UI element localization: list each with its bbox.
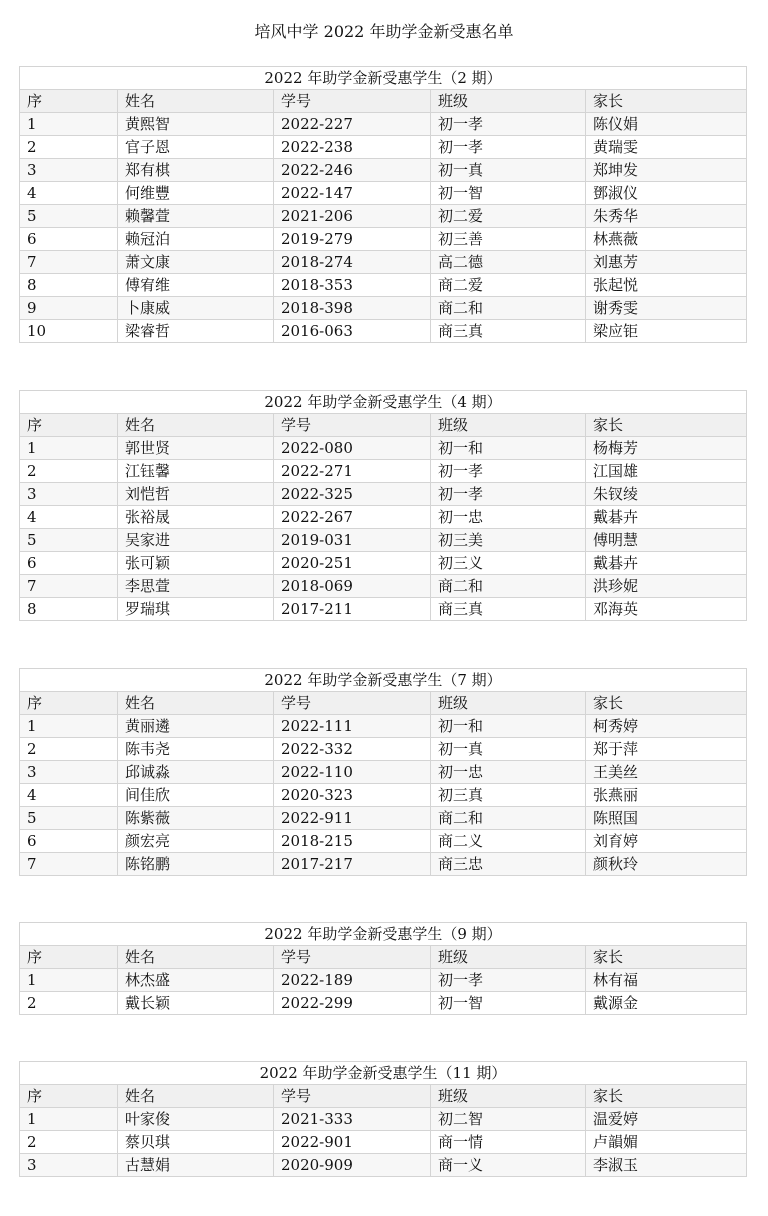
table-cell: 2021-206 xyxy=(274,205,431,228)
table-cell: 初一和 xyxy=(431,437,586,460)
table-cell: 2017-211 xyxy=(274,598,431,621)
table-cell: 梁睿哲 xyxy=(118,320,274,343)
table-cell: 4 xyxy=(20,784,118,807)
table-cell: 萧文康 xyxy=(118,251,274,274)
table-cell: 戴碁卉 xyxy=(586,552,747,575)
table-cell: 张裕晟 xyxy=(118,506,274,529)
table-cell: 高二德 xyxy=(431,251,586,274)
table-cell: 郑于萍 xyxy=(586,738,747,761)
table-row xyxy=(20,529,747,552)
column-header: 学号 xyxy=(274,946,431,969)
table-cell: 邱诚淼 xyxy=(118,761,274,784)
table-row xyxy=(20,992,747,1015)
table-cell: 3 xyxy=(20,483,118,506)
table-header-row xyxy=(20,946,747,969)
column-header: 学号 xyxy=(274,1085,431,1108)
table-cell: 戴碁卉 xyxy=(586,506,747,529)
roster-table xyxy=(19,922,747,1015)
table-cell: 叶家俊 xyxy=(118,1108,274,1131)
table-cell: 初三美 xyxy=(431,529,586,552)
table-cell: 商二和 xyxy=(431,297,586,320)
table-cell: 洪珍妮 xyxy=(586,575,747,598)
table-cell: 2018-274 xyxy=(274,251,431,274)
table-cell: 初二爱 xyxy=(431,205,586,228)
table-cell: 陈照国 xyxy=(586,807,747,830)
table-row xyxy=(20,251,747,274)
column-header: 序 xyxy=(20,946,118,969)
table-cell: 刘惠芳 xyxy=(586,251,747,274)
table-cell: 2018-069 xyxy=(274,575,431,598)
table-cell: 黄熙智 xyxy=(118,113,274,136)
table-cell: 郑坤发 xyxy=(586,159,747,182)
table-row xyxy=(20,274,747,297)
table-cell: 李思萱 xyxy=(118,575,274,598)
table-cell: 2022-299 xyxy=(274,992,431,1015)
table-cell: 9 xyxy=(20,297,118,320)
table-row xyxy=(20,113,747,136)
table-cell: 7 xyxy=(20,853,118,876)
table-row xyxy=(20,320,747,343)
table-caption: 2022 年助学金新受惠学生（11 期） xyxy=(20,1062,747,1085)
table-cell: 初一孝 xyxy=(431,113,586,136)
table-cell: 赖馨萱 xyxy=(118,205,274,228)
table-cell: 2022-911 xyxy=(274,807,431,830)
column-header: 家长 xyxy=(586,946,747,969)
table-caption: 2022 年助学金新受惠学生（2 期） xyxy=(20,67,747,90)
table-row xyxy=(20,483,747,506)
table-cell: 初三善 xyxy=(431,228,586,251)
table-cell: 5 xyxy=(20,205,118,228)
table-cell: 3 xyxy=(20,159,118,182)
column-header: 家长 xyxy=(586,692,747,715)
table-cell: 2 xyxy=(20,136,118,159)
table-cell: 蔡贝琪 xyxy=(118,1131,274,1154)
table-cell: 2022-325 xyxy=(274,483,431,506)
table-cell: 何维豐 xyxy=(118,182,274,205)
table-cell: 2022-332 xyxy=(274,738,431,761)
table-cell: 杨梅芳 xyxy=(586,437,747,460)
table-cell: 商三真 xyxy=(431,598,586,621)
table-cell: 2018-353 xyxy=(274,274,431,297)
table-cell: 2019-279 xyxy=(274,228,431,251)
table-cell: 商二爱 xyxy=(431,274,586,297)
table-row xyxy=(20,853,747,876)
table-cell: 2019-031 xyxy=(274,529,431,552)
table-cell: 初一孝 xyxy=(431,483,586,506)
table-cell: 邓海英 xyxy=(586,598,747,621)
roster-table xyxy=(19,1061,747,1177)
table-cell: 朱钗绫 xyxy=(586,483,747,506)
table-cell: 1 xyxy=(20,113,118,136)
table-cell: 卢韻媚 xyxy=(586,1131,747,1154)
table-cell: 商三忠 xyxy=(431,853,586,876)
table-cell: 郭世贤 xyxy=(118,437,274,460)
document-title: 培风中学 2022 年助学金新受惠名单 xyxy=(254,22,514,41)
table-cell: 商二和 xyxy=(431,807,586,830)
table-cell: 鄧淑仪 xyxy=(586,182,747,205)
table-caption: 2022 年助学金新受惠学生（9 期） xyxy=(20,923,747,946)
table-cell: 陈紫薇 xyxy=(118,807,274,830)
column-header: 家长 xyxy=(586,414,747,437)
column-header: 姓名 xyxy=(118,692,274,715)
table-cell: 初一和 xyxy=(431,715,586,738)
table-header-row xyxy=(20,692,747,715)
table-cell: 江钰馨 xyxy=(118,460,274,483)
table-cell: 2 xyxy=(20,460,118,483)
table-cell: 2020-909 xyxy=(274,1154,431,1177)
table-cell: 温爱婷 xyxy=(586,1108,747,1131)
table-row xyxy=(20,830,747,853)
column-header: 姓名 xyxy=(118,1085,274,1108)
table-row xyxy=(20,136,747,159)
table-cell: 2022-227 xyxy=(274,113,431,136)
table-cell: 间佳欣 xyxy=(118,784,274,807)
table-cell: 7 xyxy=(20,251,118,274)
table-cell: 4 xyxy=(20,506,118,529)
table-row xyxy=(20,761,747,784)
table-cell: 2022-147 xyxy=(274,182,431,205)
table-cell: 张可颖 xyxy=(118,552,274,575)
table-cell: 8 xyxy=(20,598,118,621)
table-cell: 黄瑞雯 xyxy=(586,136,747,159)
table-cell: 2022-111 xyxy=(274,715,431,738)
table-cell: 初二智 xyxy=(431,1108,586,1131)
table-caption: 2022 年助学金新受惠学生（4 期） xyxy=(20,391,747,414)
table-row xyxy=(20,1131,747,1154)
column-header: 姓名 xyxy=(118,414,274,437)
table-cell: 2022-246 xyxy=(274,159,431,182)
table-cell: 陈铭鹏 xyxy=(118,853,274,876)
table-cell: 初一孝 xyxy=(431,136,586,159)
table-cell: 7 xyxy=(20,575,118,598)
column-header: 班级 xyxy=(431,692,586,715)
table-cell: 官子恩 xyxy=(118,136,274,159)
table-caption: 2022 年助学金新受惠学生（7 期） xyxy=(20,669,747,692)
table-cell: 初一孝 xyxy=(431,969,586,992)
column-header: 家长 xyxy=(586,1085,747,1108)
table-row xyxy=(20,807,747,830)
table-cell: 2 xyxy=(20,1131,118,1154)
table-cell: 商一情 xyxy=(431,1131,586,1154)
table-cell: 卜康威 xyxy=(118,297,274,320)
table-row xyxy=(20,552,747,575)
column-header: 学号 xyxy=(274,90,431,113)
table-cell: 4 xyxy=(20,182,118,205)
table-cell: 10 xyxy=(20,320,118,343)
column-header: 班级 xyxy=(431,946,586,969)
table-cell: 初三真 xyxy=(431,784,586,807)
table-row xyxy=(20,1108,747,1131)
table-cell: 2022-238 xyxy=(274,136,431,159)
table-cell: 陈仪娟 xyxy=(586,113,747,136)
table-row xyxy=(20,159,747,182)
table-cell: 2022-271 xyxy=(274,460,431,483)
table-cell: 张起悦 xyxy=(586,274,747,297)
table-cell: 林燕薇 xyxy=(586,228,747,251)
table-cell: 陈韦尧 xyxy=(118,738,274,761)
table-cell: 古慧娟 xyxy=(118,1154,274,1177)
table-cell: 初一真 xyxy=(431,738,586,761)
table-cell: 刘育婷 xyxy=(586,830,747,853)
table-row xyxy=(20,437,747,460)
table-cell: 2021-333 xyxy=(274,1108,431,1131)
table-row xyxy=(20,738,747,761)
table-cell: 傅明慧 xyxy=(586,529,747,552)
column-header: 序 xyxy=(20,1085,118,1108)
table-row xyxy=(20,228,747,251)
table-cell: 1 xyxy=(20,969,118,992)
table-cell: 赖冠泊 xyxy=(118,228,274,251)
table-cell: 6 xyxy=(20,830,118,853)
table-cell: 2022-267 xyxy=(274,506,431,529)
table-cell: 2020-323 xyxy=(274,784,431,807)
table-cell: 初一真 xyxy=(431,159,586,182)
table-cell: 黄丽遴 xyxy=(118,715,274,738)
table-cell: 商一义 xyxy=(431,1154,586,1177)
table-cell: 6 xyxy=(20,552,118,575)
table-cell: 刘恺哲 xyxy=(118,483,274,506)
roster-table xyxy=(19,390,747,621)
table-cell: 初一忠 xyxy=(431,761,586,784)
table-header-row xyxy=(20,414,747,437)
column-header: 序 xyxy=(20,90,118,113)
table-cell: 2022-901 xyxy=(274,1131,431,1154)
table-cell: 初一孝 xyxy=(431,460,586,483)
table-cell: 颜秋玲 xyxy=(586,853,747,876)
table-cell: 谢秀雯 xyxy=(586,297,747,320)
table-cell: 初三义 xyxy=(431,552,586,575)
table-cell: 初一智 xyxy=(431,182,586,205)
table-cell: 商二义 xyxy=(431,830,586,853)
table-cell: 初一忠 xyxy=(431,506,586,529)
table-cell: 2018-398 xyxy=(274,297,431,320)
table-cell: 朱秀华 xyxy=(586,205,747,228)
table-cell: 3 xyxy=(20,761,118,784)
table-cell: 林有福 xyxy=(586,969,747,992)
table-row xyxy=(20,969,747,992)
table-cell: 李淑玉 xyxy=(586,1154,747,1177)
table-cell: 1 xyxy=(20,1108,118,1131)
table-cell: 商三真 xyxy=(431,320,586,343)
table-header-row xyxy=(20,90,747,113)
table-row xyxy=(20,460,747,483)
table-cell: 3 xyxy=(20,1154,118,1177)
table-row xyxy=(20,715,747,738)
column-header: 家长 xyxy=(586,90,747,113)
column-header: 学号 xyxy=(274,692,431,715)
table-cell: 2018-215 xyxy=(274,830,431,853)
table-cell: 江国雄 xyxy=(586,460,747,483)
table-row xyxy=(20,598,747,621)
column-header: 班级 xyxy=(431,414,586,437)
table-cell: 2022-110 xyxy=(274,761,431,784)
column-header: 学号 xyxy=(274,414,431,437)
table-cell: 商二和 xyxy=(431,575,586,598)
column-header: 班级 xyxy=(431,1085,586,1108)
column-header: 姓名 xyxy=(118,90,274,113)
table-cell: 2016-063 xyxy=(274,320,431,343)
table-cell: 张燕丽 xyxy=(586,784,747,807)
table-cell: 吴家进 xyxy=(118,529,274,552)
table-cell: 5 xyxy=(20,529,118,552)
column-header: 序 xyxy=(20,692,118,715)
table-cell: 柯秀婷 xyxy=(586,715,747,738)
table-cell: 6 xyxy=(20,228,118,251)
table-cell: 5 xyxy=(20,807,118,830)
table-row xyxy=(20,575,747,598)
table-header-row xyxy=(20,1085,747,1108)
column-header: 序 xyxy=(20,414,118,437)
table-cell: 戴源金 xyxy=(586,992,747,1015)
roster-table xyxy=(19,668,747,876)
table-cell: 傅宥维 xyxy=(118,274,274,297)
table-cell: 郑有棋 xyxy=(118,159,274,182)
table-row xyxy=(20,297,747,320)
table-cell: 1 xyxy=(20,715,118,738)
roster-table xyxy=(19,66,747,343)
table-cell: 戴长颖 xyxy=(118,992,274,1015)
table-cell: 2020-251 xyxy=(274,552,431,575)
table-cell: 2022-189 xyxy=(274,969,431,992)
table-cell: 2017-217 xyxy=(274,853,431,876)
table-cell: 2 xyxy=(20,738,118,761)
table-cell: 王美丝 xyxy=(586,761,747,784)
table-row xyxy=(20,182,747,205)
table-cell: 2022-080 xyxy=(274,437,431,460)
table-row xyxy=(20,784,747,807)
column-header: 班级 xyxy=(431,90,586,113)
table-cell: 梁应钜 xyxy=(586,320,747,343)
table-row xyxy=(20,506,747,529)
table-row xyxy=(20,205,747,228)
table-cell: 2 xyxy=(20,992,118,1015)
table-cell: 8 xyxy=(20,274,118,297)
column-header: 姓名 xyxy=(118,946,274,969)
table-cell: 1 xyxy=(20,437,118,460)
table-cell: 林杰盛 xyxy=(118,969,274,992)
table-row xyxy=(20,1154,747,1177)
table-cell: 罗瑞琪 xyxy=(118,598,274,621)
table-cell: 颜宏亮 xyxy=(118,830,274,853)
table-cell: 初一智 xyxy=(431,992,586,1015)
